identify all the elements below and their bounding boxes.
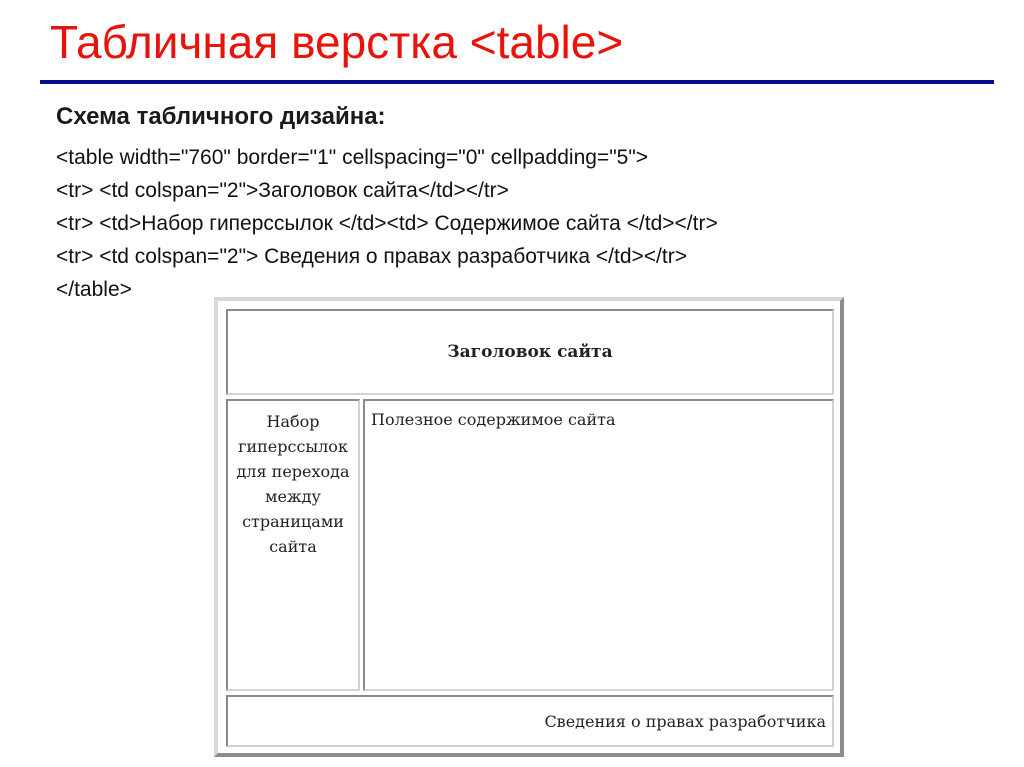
demo-nav-line: для перехода [236,462,350,481]
demo-nav-line: гиперссылок [238,437,348,456]
table-layout-demo [214,297,844,757]
demo-footer-text: Сведения о правах разработчика [544,711,826,731]
slide-subtitle: Схема табличного дизайна: [56,103,386,130]
code-listing [56,141,718,306]
code-line: <tr> <td colspan="2"> Сведения о правах разработчика </td></tr> [56,245,687,268]
demo-nav-line: сайта [269,537,317,556]
slide-title: Табличная верстка <table> [50,16,624,68]
demo-nav-line: Набор [266,412,320,431]
demo-content-text: Полезное содержимое сайта [371,410,616,429]
demo-nav-cell [226,399,360,691]
demo-content-cell [363,399,834,691]
code-line: <tr> <td colspan="2">Заголовок сайта</td></tr> [56,179,509,202]
title-divider [40,80,994,84]
code-line: <tr> <td>Набор гиперссылок </td><td> Содержимое сайта </td></tr> [56,212,718,235]
demo-nav-line: между [265,487,321,506]
demo-header-text: Заголовок сайта [447,342,613,362]
demo-nav-line: страницами [242,512,344,531]
code-line: <table width="760" border="1" cellspacing="0" cellpadding="5"> [56,146,649,169]
demo-footer-cell [226,695,834,747]
demo-header-cell [226,309,834,395]
code-line: </table> [56,278,132,301]
